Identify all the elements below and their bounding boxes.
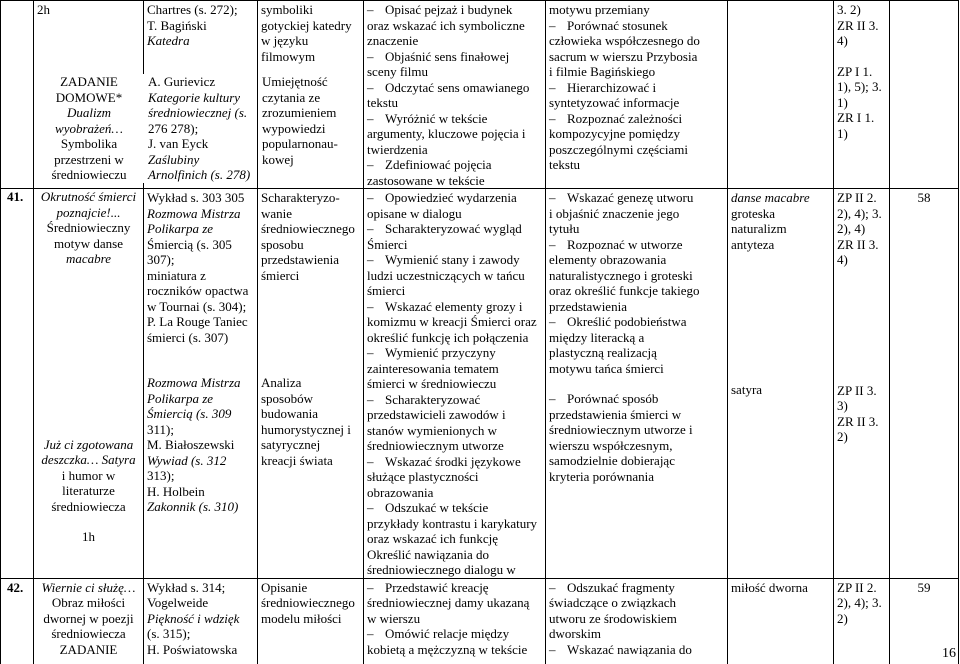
objective-line: średniowiecznej damy ukazaną: [367, 595, 530, 610]
objective-line: średniowiecznym utworze: [367, 438, 504, 453]
objective-line: stanów wymienionych w: [367, 422, 497, 438]
terms-cell: [728, 578, 834, 664]
objective-line: utworu ze środowiskiem: [549, 610, 677, 626]
objective-line: syntetyzować informacje: [549, 95, 680, 110]
topic-line: Obraz miłości: [51, 595, 126, 610]
requirement-line: ZP II 2.: [837, 579, 877, 595]
topic-line: Symbolika: [60, 136, 118, 151]
page-cell: [890, 189, 959, 579]
reading-line: A. Gurievicz: [148, 74, 216, 89]
lesson-number-cell: [1, 189, 34, 579]
reading-line: Wykład s. 314;: [147, 579, 226, 595]
skill-line: wypowiedzi: [262, 120, 326, 136]
objective-line: zastosowane w tekście: [367, 172, 485, 188]
objective-line: – Wyróżnić w tekście: [367, 110, 488, 126]
topic-line: ZADANIE: [60, 74, 118, 89]
objectives-advanced-cell: [546, 189, 728, 579]
requirement-line: 2): [837, 610, 848, 626]
skill-line: wanie: [261, 205, 293, 221]
objective-line: – Opisać pejzaż i budynek: [367, 2, 513, 17]
requirements-cell: [834, 1, 890, 189]
reading-line: Chartres (s. 272);: [147, 2, 238, 17]
objective-line: służące plastyczności: [367, 469, 479, 484]
objectives-cell: [364, 578, 546, 664]
readings-cell: [144, 189, 258, 579]
topic-cell: [34, 189, 144, 579]
skill-line: sposobu: [261, 236, 304, 252]
reading-line: Katedra: [147, 33, 190, 48]
reading-line: Śmiercią (s. 305: [147, 236, 232, 252]
skill-line: przedstawienia: [261, 252, 339, 267]
objective-line: – Odszukać fragmenty: [549, 579, 675, 595]
requirement-line: 2), 4): [837, 221, 866, 236]
skills-overlay-upper: [262, 74, 362, 167]
objective-line: dworskim: [549, 626, 601, 641]
topic-line: Już ci zgotowana: [43, 436, 134, 452]
objective-line: motywu tańca śmierci: [549, 360, 664, 376]
requirement-line: 4): [837, 252, 848, 267]
objective-line: – Rozpoznać zależności: [549, 110, 683, 126]
lesson-number: 41.: [7, 189, 24, 204]
objective-line: i objaśnić znaczenie jego: [549, 205, 680, 221]
skill-line: Scharakteryzo-: [261, 190, 340, 205]
reading-line: 311);: [147, 421, 174, 437]
objective-line: – Scharakteryzować wygląd: [367, 221, 522, 236]
objective-line: naturalistycznego i groteski: [549, 267, 693, 283]
topic-line: Dualizm: [66, 105, 112, 120]
objective-line: poszczególnymi częściami: [549, 141, 688, 157]
reading-line: H. Holbein: [147, 483, 205, 499]
skill-line: Umiejętność: [262, 74, 328, 89]
requirement-line: ZR I 1.: [837, 110, 875, 125]
topic-line: średniowiecza: [51, 498, 126, 514]
topic-line: macabre: [65, 251, 111, 266]
objective-line: – Objaśnić sens finałowej: [367, 48, 510, 64]
table-row: [1, 578, 959, 664]
reading-line: 307);: [147, 252, 175, 267]
reading-line: Zaślubiny: [148, 151, 200, 167]
objective-line: Śmierci: [367, 236, 408, 252]
topic-line: poznajcie!...: [56, 204, 121, 220]
objective-line: przedstawienia: [549, 298, 627, 314]
topic-line: i humor w: [61, 467, 116, 483]
readings-overlay-upper: [148, 74, 256, 183]
objectives-advanced-cell: [546, 578, 728, 664]
topic-line: literaturze: [62, 483, 115, 498]
objective-line: wierszu współczesnym,: [549, 437, 673, 453]
requirement-line: ZR II 3.: [837, 413, 879, 429]
table-row: [1, 1, 959, 189]
topic-cell: [34, 578, 144, 664]
objective-line: śmierci w średniowieczu: [367, 376, 497, 391]
topic-line: przestrzeni w: [54, 151, 124, 167]
objective-line: – Określić podobieństwa: [549, 314, 687, 329]
objective-line: motywu przemiany: [549, 2, 650, 17]
reading-line: miniatura z: [147, 267, 206, 283]
objective-line: oraz określić funkcje takiego: [549, 283, 700, 298]
requirement-line: 1), 5); 3.: [837, 79, 882, 94]
objective-line: argumenty, kluczowe pojęcia i: [367, 126, 526, 141]
reading-line: J. van Eyck: [148, 136, 209, 151]
topic-line: deszczka… Satyra: [41, 452, 136, 467]
objective-line: w wierszu: [367, 610, 421, 626]
requirements-cell: [834, 189, 890, 579]
requirement-line: 3. 2): [837, 2, 861, 17]
term-line: satyra: [731, 382, 763, 397]
skills-cell: [258, 578, 364, 664]
requirement-line: 2), 4); 3.: [837, 595, 882, 610]
skill-line: budowania: [261, 406, 319, 421]
objective-line: – Wskazać środki językowe: [367, 453, 521, 469]
reading-line: 276 278);: [148, 120, 199, 136]
objectives-cell: [364, 1, 546, 189]
topic-line: ZADANIE: [59, 641, 118, 657]
topic-line: średniowieczu: [51, 167, 127, 182]
reading-line: M. Białoszewski: [147, 437, 235, 452]
objective-line: śmierci: [367, 283, 406, 298]
page-cell: [890, 1, 959, 189]
requirement-line: 2): [837, 429, 848, 444]
terms-cell: [728, 189, 834, 579]
topic-line: Średniowieczny: [46, 220, 131, 235]
skill-line: kowej: [262, 151, 294, 167]
lesson-number-cell: [1, 578, 34, 664]
topic-line: wyobrażeń…: [55, 120, 123, 136]
reading-line: średniowiecznej (s.: [148, 105, 248, 120]
objective-line: tekstu: [367, 95, 399, 110]
objective-line: – Hierarchizować i: [549, 79, 657, 95]
requirement-line: ZP II 2.: [837, 190, 877, 205]
skill-line: satyrycznej: [261, 437, 321, 452]
skill-line: gotyckiej katedry: [261, 17, 352, 33]
requirement-line: 3): [837, 398, 848, 413]
lesson-number: 42.: [7, 579, 24, 595]
objective-line: – Opowiedzieć wydarzenia: [367, 190, 517, 205]
reading-line: Vogelweide: [147, 595, 209, 610]
topic-line: średniowiecza: [51, 626, 126, 641]
objective-line: sacrum w wierszu Przybosia: [549, 48, 698, 64]
objective-line: kobietą a mężczyzną w tekście: [367, 641, 528, 657]
reading-line: Zakonnik (s. 310): [147, 499, 239, 514]
reading-line: śmierci (s. 307): [147, 329, 229, 345]
reading-line: Wywiad (s. 312: [147, 452, 227, 468]
terms-cell: [728, 1, 834, 189]
objective-line: Określić nawiązania do: [367, 546, 490, 562]
reading-line: T. Bagiński: [147, 17, 207, 33]
objective-line: kryteria porównania: [549, 468, 655, 484]
objective-line: – Zdefiniować pojęcia: [367, 157, 492, 172]
skill-line: humorystycznej i: [261, 421, 351, 437]
objective-line: tekstu: [549, 157, 581, 172]
objective-line: średniowiecznego dialogu w: [367, 562, 516, 577]
objective-line: kompozycyjne pomiędzy: [549, 126, 681, 141]
reading-line: 313);: [147, 468, 175, 483]
skill-line: Analiza: [261, 375, 302, 390]
objective-line: i filmie Bagińskiego: [549, 64, 656, 79]
page-number: 16: [942, 646, 956, 661]
skill-line: modelu miłości: [261, 610, 342, 626]
objectives-cell: [364, 189, 546, 579]
topic-line: Okrutność śmierci: [40, 189, 137, 204]
skill-line: średniowiecznego: [261, 595, 355, 610]
term-line: miłość dworna: [731, 579, 808, 595]
objective-line: ludzi uczestniczących w tańcu: [367, 267, 525, 283]
objective-line: oraz wskazać ich symboliczne: [367, 17, 525, 33]
skills-cell: [258, 189, 364, 579]
reading-line: roczników opactwa: [147, 283, 249, 298]
objective-line: zainteresowania tematem: [367, 360, 499, 376]
lesson-number-cell: [1, 1, 34, 189]
requirement-line: 1): [837, 125, 848, 141]
objective-line: – Rozpoznać w utworze: [549, 236, 683, 252]
objective-line: – Porównać stosunek: [549, 17, 668, 33]
term-line: antyteza: [731, 236, 775, 252]
reading-line: Śmiercią (s. 309: [147, 406, 232, 421]
topic-line: dwornej w poezji: [43, 610, 134, 626]
objective-line: komizmu w kreacji Śmierci oraz: [367, 314, 537, 329]
objective-line: człowieka współczesnego do: [549, 33, 700, 48]
objective-line: oraz wskazać ich funkcję: [367, 531, 499, 546]
reading-line: Rozmowa Mistrza: [147, 375, 241, 390]
topic-line: motyw danse: [54, 235, 123, 251]
requirement-line: ZP II 3.: [837, 382, 877, 398]
objective-line: samodzielnie dobierając: [549, 453, 675, 468]
objective-line: przykłady kontrastu i karykatury: [367, 515, 538, 531]
textbook-page: 58: [917, 190, 931, 205]
objective-line: świadczące o związkach: [549, 595, 677, 610]
topic-line: Wiernie ci służę…: [41, 579, 136, 595]
skill-line: sposobów: [261, 390, 314, 406]
term-line: naturalizm: [731, 221, 787, 236]
term-line: danse macabre: [731, 190, 810, 205]
reading-line: P. La Rouge Taniec: [147, 314, 248, 329]
reading-line: Polikarpa ze: [147, 390, 214, 406]
topic-line: DOMOWE*: [55, 89, 123, 105]
skill-line: w języku: [261, 33, 309, 48]
objective-line: – Odszukać w tekście: [367, 500, 489, 515]
objective-line: – Odczytać sens omawianego: [367, 79, 530, 95]
skill-line: filmowym: [261, 48, 316, 64]
term-line: groteska: [731, 205, 776, 221]
requirements-cell: [834, 578, 890, 664]
objective-line: – Wymienić przyczyny: [367, 345, 496, 360]
requirement-line: 1): [837, 94, 848, 110]
reading-line: Arnolfinich (s. 278): [148, 167, 251, 182]
objective-line: – Omówić relacje między: [367, 626, 510, 641]
table-row: [1, 189, 959, 579]
skill-line: kreacji świata: [261, 452, 333, 468]
reading-line: w Tournai (s. 304);: [147, 298, 247, 314]
objective-line: – Wskazać genezę utworu: [549, 190, 694, 205]
readings-cell: [144, 578, 258, 664]
objective-line: – Scharakteryzować: [367, 391, 481, 407]
skill-line: Opisanie: [261, 579, 308, 595]
reading-line: Rozmowa Mistrza: [147, 205, 241, 221]
objective-line: średniowiecznym utworze i: [549, 422, 693, 437]
objective-line: – Porównać sposób: [549, 391, 659, 406]
objective-line: – Wskazać elementy grozy i: [367, 298, 523, 314]
reading-line: H. Poświatowska: [147, 641, 238, 657]
requirement-line: ZP I 1.: [837, 63, 873, 79]
skill-line: średniowiecznego: [261, 221, 355, 236]
reading-line: Piękność i wdzięk: [147, 610, 240, 626]
objective-line: – Wskazać nawiązania do: [549, 641, 692, 657]
skill-line: symboliki: [261, 2, 314, 17]
requirement-line: 4): [837, 33, 848, 48]
skill-line: śmierci: [261, 267, 300, 283]
textbook-page: 59: [917, 579, 931, 595]
reading-line: Polikarpa ze: [147, 221, 214, 236]
objective-line: opisane w dialogu: [367, 205, 462, 221]
objective-line: plastyczną realizacją: [549, 345, 657, 360]
objective-line: sceny filmu: [367, 64, 429, 79]
skill-line: zrozumieniem: [262, 105, 337, 120]
hours-label: 1h: [82, 529, 95, 544]
requirement-line: 2), 4); 3.: [837, 205, 882, 221]
reading-line: Wykład s. 303 305: [147, 190, 245, 205]
skill-line: popularnonau-: [262, 136, 338, 151]
reading-line: (s. 315);: [147, 626, 191, 641]
objective-line: przedstawienia śmierci w: [549, 406, 682, 422]
objective-line: między literacką a: [549, 329, 645, 345]
objective-line: elementy obrazowania: [549, 252, 667, 267]
objective-line: – Przedstawić kreację: [367, 579, 489, 595]
requirement-line: ZR II 3.: [837, 236, 879, 252]
objective-line: – Wymienić stany i zawody: [367, 252, 520, 267]
objectives-advanced-cell: [546, 1, 728, 189]
hours-label: 2h: [37, 2, 50, 17]
objective-line: twierdzenia: [367, 141, 428, 157]
reading-line: Kategorie kultury: [148, 89, 241, 105]
objective-line: znaczenie: [367, 33, 419, 48]
topic-overlay-upper: [34, 74, 144, 183]
skill-line: czytania ze: [262, 89, 321, 105]
objective-line: tytułu: [549, 221, 580, 236]
objective-line: przedstawicieli zawodów i: [367, 407, 506, 422]
objective-line: określić funkcję ich połączenia: [367, 329, 529, 345]
requirement-line: ZR II 3.: [837, 17, 879, 33]
objective-line: obrazowania: [367, 484, 434, 500]
